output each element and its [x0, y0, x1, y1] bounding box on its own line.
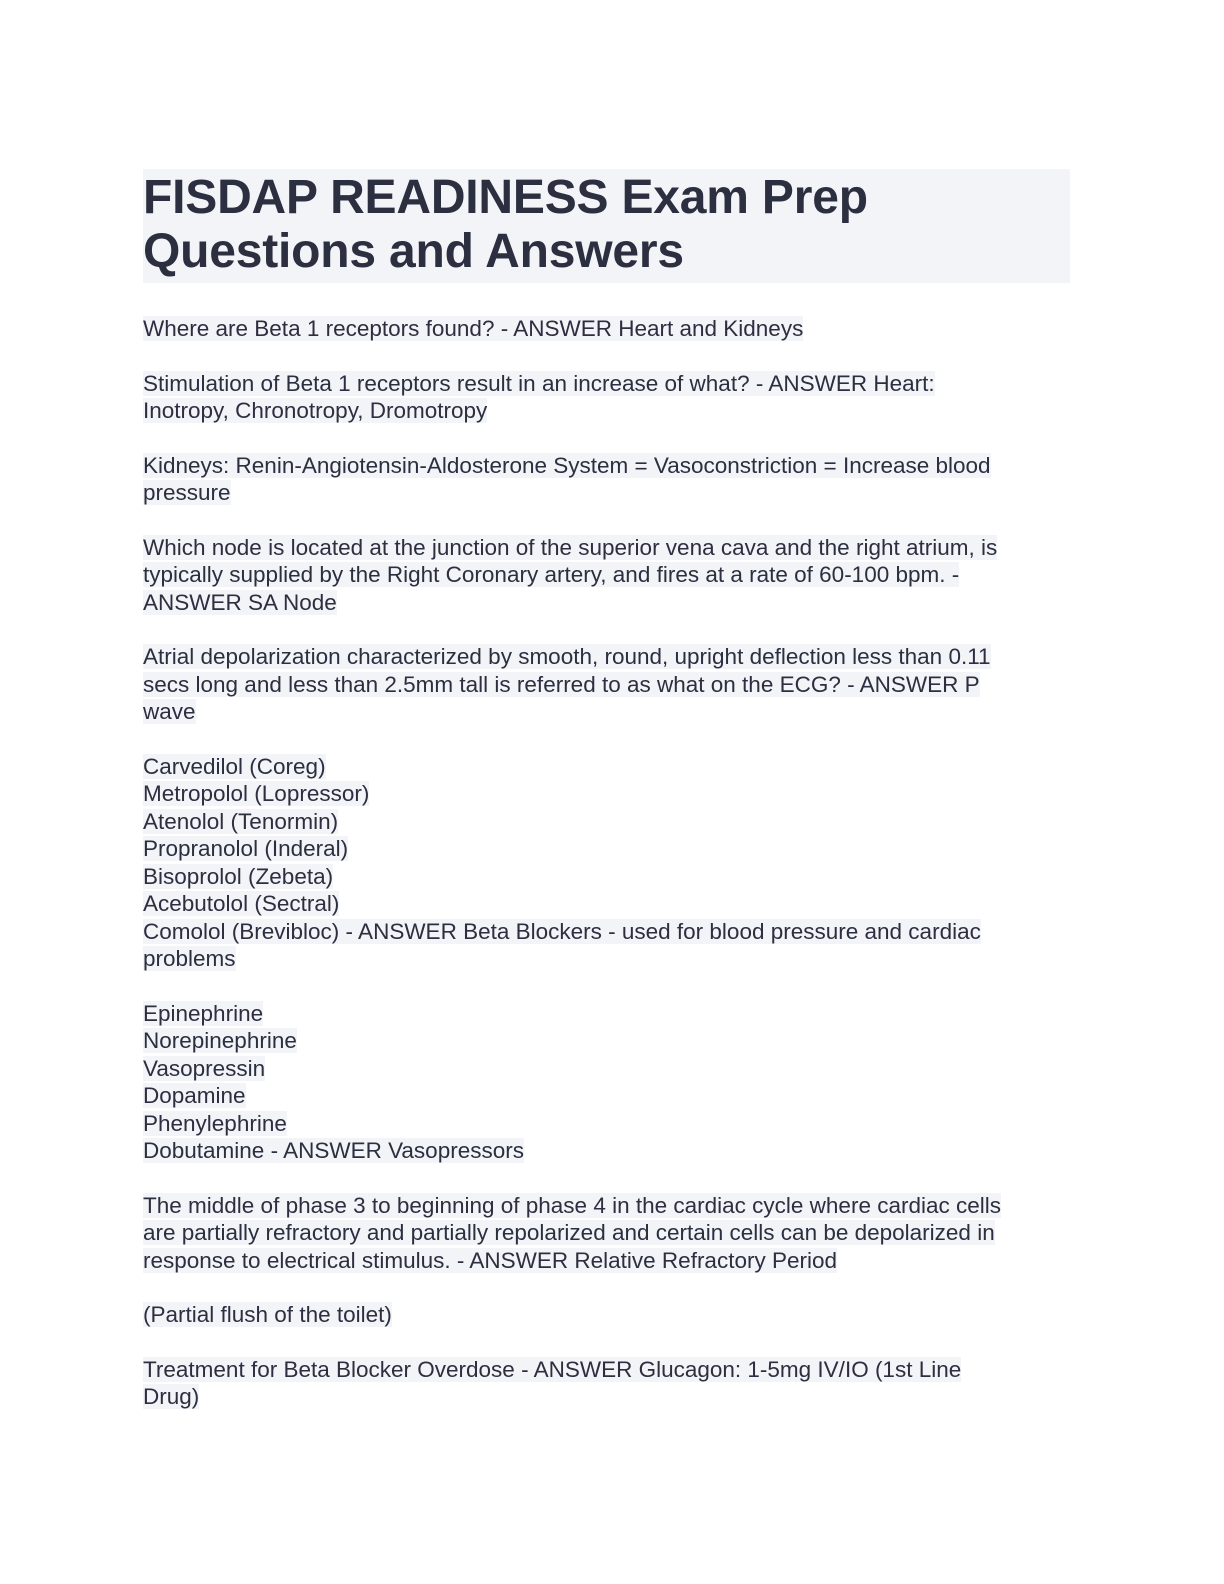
title-block [143, 169, 1070, 283]
qa-line [143, 945, 1070, 973]
qa-entry [143, 315, 1070, 343]
qa-line-text: Bisoprolol (Zebeta) [143, 863, 334, 889]
title-line: FISDAP READINESS Exam Prep [143, 171, 868, 224]
qa-line-text: The middle of phase 3 to beginning of phase 4 in the cardiac cycle where cardiac cells [143, 1192, 1001, 1218]
qa-entry [143, 452, 1070, 507]
qa-line [143, 1000, 1070, 1028]
qa-line-text: Drug) [143, 1384, 200, 1409]
page-title [143, 171, 1070, 279]
document-page [143, 169, 1070, 1438]
qa-line [143, 1082, 1070, 1110]
qa-line [143, 698, 1070, 726]
qa-entry [143, 1000, 1070, 1165]
qa-line-text: pressure [143, 480, 231, 505]
qa-line-text: Acebutolol (Sectral) [143, 891, 340, 916]
qa-line-text: typically supplied by the Right Coronary artery, and fires at a rate of 60-100 bpm. - [143, 562, 960, 587]
qa-line [143, 1219, 1070, 1247]
qa-line [143, 835, 1070, 863]
qa-line [143, 370, 1070, 398]
qa-line-text: Phenylephrine [143, 1110, 287, 1136]
qa-list [143, 315, 1070, 1411]
qa-line [143, 643, 1070, 671]
qa-line-text: secs long and less than 2.5mm tall is referred to as what on the ECG? - ANSWER P [143, 671, 980, 697]
qa-line-text: (Partial flush of the toilet) [143, 1302, 392, 1327]
qa-line [143, 1383, 1070, 1411]
qa-line-text: Treatment for Beta Blocker Overdose - ANSWER Glucagon: 1-5mg IV/IO (1st Line [143, 1356, 962, 1382]
qa-entry [143, 1301, 1070, 1329]
qa-line [143, 534, 1070, 562]
qa-entry [143, 753, 1070, 973]
qa-line [143, 753, 1070, 781]
qa-line-text: Epinephrine [143, 1000, 264, 1026]
title-line: Questions and Answers [143, 225, 684, 278]
qa-line-text: Where are Beta 1 receptors found? - ANSWER Heart and Kidneys [143, 316, 804, 341]
qa-line [143, 780, 1070, 808]
qa-line [143, 1301, 1070, 1329]
qa-line [143, 1356, 1070, 1384]
qa-entry [143, 1356, 1070, 1411]
qa-line [143, 863, 1070, 891]
qa-line-text: response to electrical stimulus. - ANSWER Relative Refractory Period [143, 1247, 837, 1273]
qa-line [143, 671, 1070, 699]
qa-line [143, 918, 1070, 946]
qa-line-text: Which node is located at the junction of the superior vena cava and the right atrium, is [143, 534, 998, 560]
qa-line [143, 890, 1070, 918]
qa-line [143, 589, 1070, 617]
qa-line [143, 452, 1070, 480]
qa-line [143, 808, 1070, 836]
qa-line [143, 1110, 1070, 1138]
qa-line-text: Vasopressin [143, 1055, 266, 1081]
qa-line-text: ANSWER SA Node [143, 589, 337, 615]
qa-line-text: Norepinephrine [143, 1028, 297, 1053]
qa-line-text: Atenolol (Tenormin) [143, 808, 339, 834]
qa-entry [143, 534, 1070, 617]
qa-line [143, 1055, 1070, 1083]
qa-entry [143, 1192, 1070, 1275]
qa-line-text: are partially refractory and partially repolarized and certain cells can be depolarized in [143, 1220, 995, 1245]
qa-entry [143, 643, 1070, 726]
qa-line-text: Inotropy, Chronotropy, Dromotropy [143, 398, 488, 423]
qa-line [143, 1192, 1070, 1220]
qa-line-text: wave [143, 699, 196, 724]
qa-line [143, 397, 1070, 425]
qa-line-text: Kidneys: Renin-Angiotensin-Aldosterone System = Vasoconstriction = Increase blood [143, 452, 991, 478]
qa-line-text: problems [143, 946, 236, 971]
qa-line [143, 1247, 1070, 1275]
qa-line-text: Dopamine [143, 1083, 246, 1108]
qa-line [143, 1137, 1070, 1165]
qa-line-text: Atrial depolarization characterized by smooth, round, upright deflection less than 0.11 [143, 644, 991, 669]
qa-line-text: Carvedilol (Coreg) [143, 753, 326, 779]
qa-entry [143, 370, 1070, 425]
qa-line [143, 561, 1070, 589]
qa-line [143, 315, 1070, 343]
qa-line-text: Stimulation of Beta 1 receptors result in an increase of what? - ANSWER Heart: [143, 370, 935, 396]
qa-line-text: Comolol (Brevibloc) - ANSWER Beta Blockers - used for blood pressure and cardiac [143, 918, 981, 944]
qa-line [143, 1027, 1070, 1055]
qa-line-text: Metropolol (Lopressor) [143, 781, 370, 806]
qa-line-text: Propranolol (Inderal) [143, 836, 349, 861]
qa-line [143, 479, 1070, 507]
qa-line-text: Dobutamine - ANSWER Vasopressors [143, 1138, 524, 1163]
